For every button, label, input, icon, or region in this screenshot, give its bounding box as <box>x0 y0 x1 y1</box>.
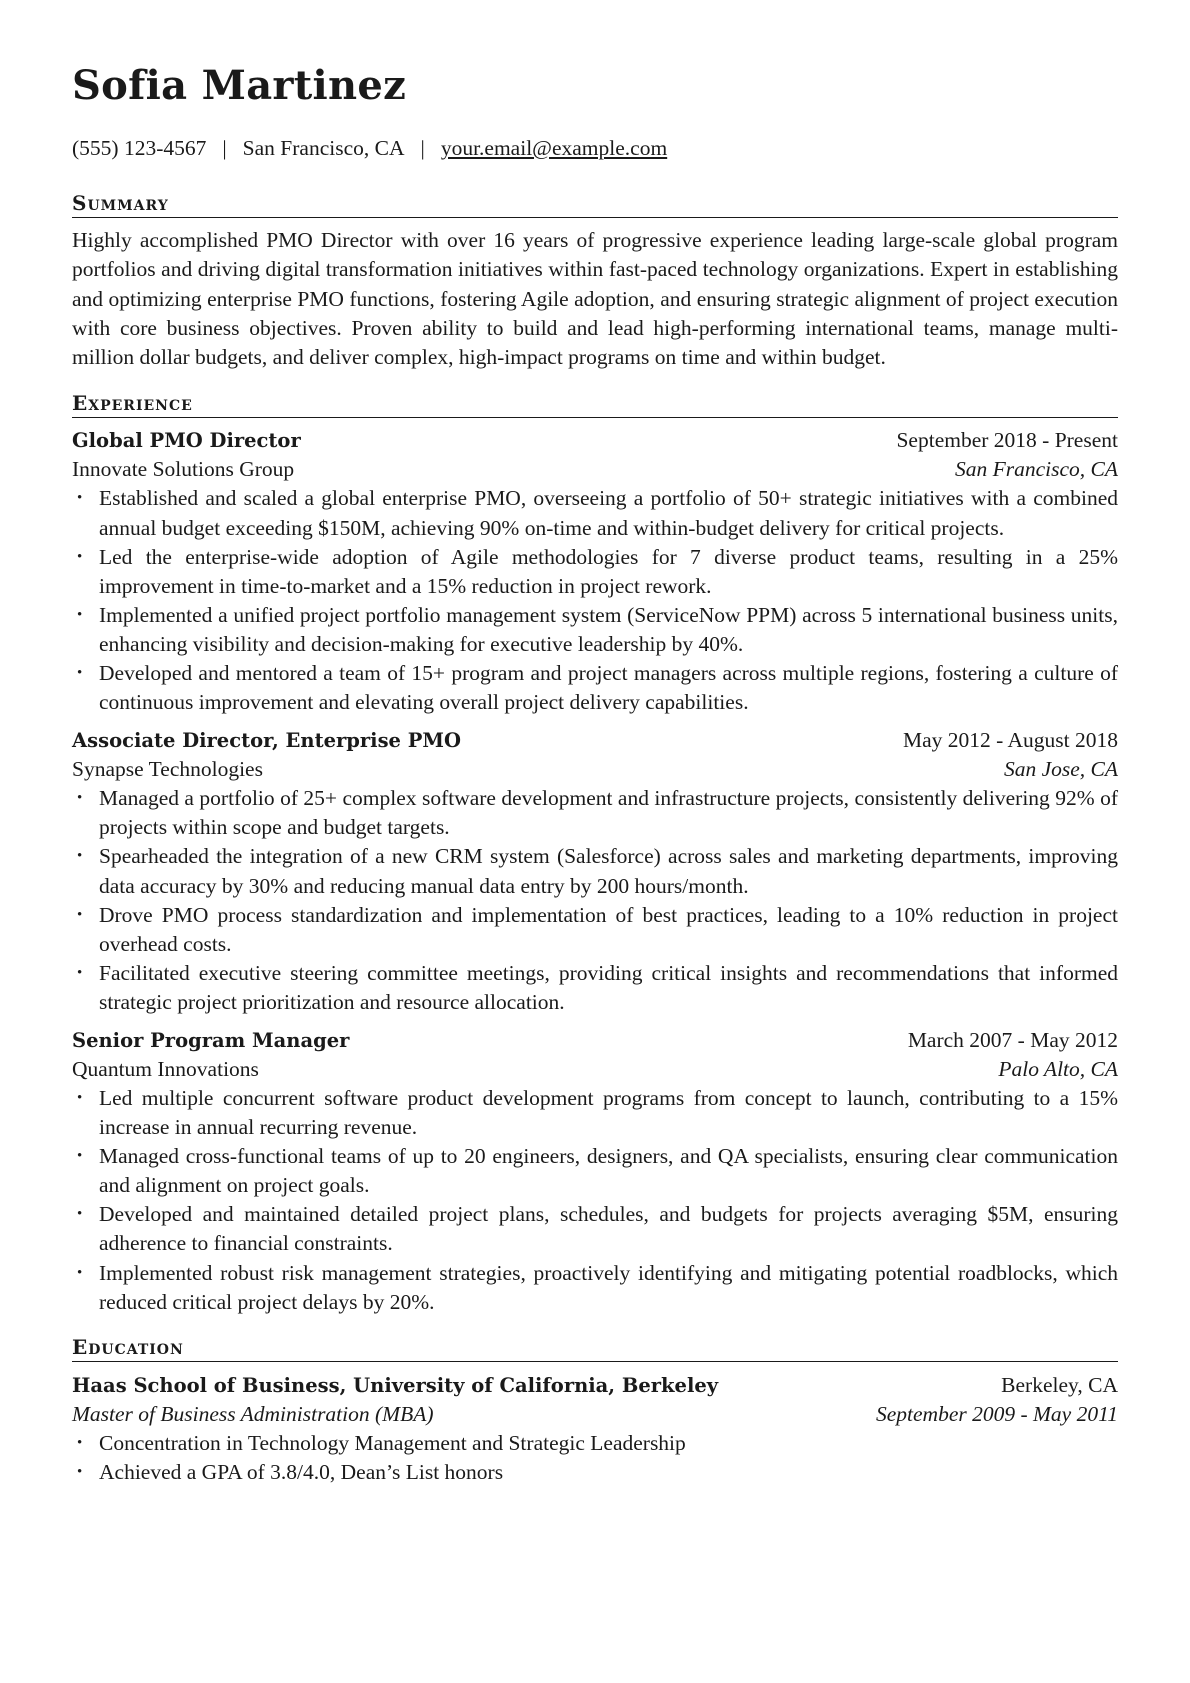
email-link[interactable]: your.email@example.com <box>440 136 668 160</box>
job-bullet <box>72 1084 1118 1142</box>
bullet-text: Spearheaded the integration of a new CRM system (Salesforce) across sales and marketing departments, improving data accuracy by 30% and reducing manual data entry by 200 hours/month. <box>99 844 1118 898</box>
bullet-text: Drove PMO process standardization and implementation of best practices, leading to a 10% reduction in project overhead costs. <box>99 902 1118 956</box>
job-dates: May 2012 - August 2018 <box>903 728 1118 753</box>
job-bullet <box>72 784 1118 842</box>
job-location: San Jose, CA <box>1003 757 1118 782</box>
bullet-icon: • <box>77 1434 83 1451</box>
bullet-icon: • <box>77 1089 83 1106</box>
phone-number: (555) 123-4567 <box>72 136 207 160</box>
contact-separator: | <box>222 136 227 160</box>
bullet-text: Developed and mentored a team of 15+ program and project managers across multiple regions, fostering a culture of continuous improvement and elevating overall project delivery capabilities. <box>99 661 1118 715</box>
job-header-row <box>72 1026 1118 1055</box>
degree-name: Master of Business Administration (MBA) <box>72 1401 434 1426</box>
job-bullet <box>72 1259 1118 1317</box>
job-title: Associate Director, Enterprise PMO <box>72 729 461 753</box>
job-bullet <box>72 659 1118 717</box>
job-company-row <box>72 755 1118 784</box>
job-company-row <box>72 1055 1118 1084</box>
contact-separator: | <box>420 136 425 160</box>
experience-heading: Experience <box>72 390 1118 418</box>
experience-list <box>72 426 1118 1316</box>
job-bullet <box>72 959 1118 1017</box>
bullet-text: Established and scaled a global enterprise PMO, overseeing a portfolio of 50+ strategic initiatives with a combined annual budget exceeding $150M, achieving 90% on-time and within-budget delivery for critical projects. <box>99 486 1118 540</box>
bullet-icon: • <box>77 964 83 981</box>
bullet-text: Led multiple concurrent software product development programs from concept to launch, contributing to a 15% increase in annual recurring revenue. <box>99 1085 1118 1140</box>
job-header-row <box>72 426 1118 455</box>
bullet-text: Managed cross-functional teams of up to 20 engineers, designers, and QA specialists, ensuring clear communication and alignment on project goals. <box>99 1144 1118 1198</box>
bullet-icon: • <box>77 665 83 682</box>
job-location: San Francisco, CA <box>954 457 1118 482</box>
school-name: Haas School of Business, University of California, Berkeley <box>72 1373 719 1397</box>
job-bullets <box>72 484 1118 717</box>
job-bullet <box>72 842 1118 900</box>
bullet-text: Achieved a GPA of 3.8/4.0, Dean’s List honors <box>99 1459 504 1484</box>
education-entry <box>72 1371 1118 1487</box>
job-dates: September 2018 - Present <box>896 428 1118 453</box>
job-bullet <box>72 484 1118 542</box>
bullet-icon: • <box>77 548 83 565</box>
contact-line <box>72 134 1118 162</box>
bullet-icon: • <box>77 906 83 923</box>
job-company: Quantum Innovations <box>72 1056 259 1081</box>
job-bullets <box>72 1084 1118 1317</box>
job-company: Synapse Technologies <box>72 757 263 782</box>
education-degree-row <box>72 1400 1118 1429</box>
summary-text: Highly accomplished PMO Director with over 16 years of progressive experience leading large-scale global program portfolios and driving digital transformation initiatives within fast-paced technology organizations. Expert in establishing and optimizing enterprise PMO functions, fostering Agile adoption, and ensuring strategic alignment of project execution with core business objectives. Proven ability to build and lead high-performing international teams, manage multi-million dollar budgets, and deliver complex, high-impact programs on time and within budget. <box>72 228 1118 370</box>
job-bullet <box>72 1200 1118 1258</box>
job-title: Global PMO Director <box>72 429 301 453</box>
job-title: Senior Program Manager <box>72 1028 350 1052</box>
job-bullet <box>72 1142 1118 1200</box>
bullet-icon: • <box>77 1264 83 1281</box>
job-bullets <box>72 784 1118 1017</box>
education-bullet <box>72 1458 1118 1487</box>
bullet-icon: • <box>77 848 83 865</box>
job-bullet <box>72 601 1118 659</box>
job-entry <box>72 726 1118 1017</box>
bullet-text: Managed a portfolio of 25+ complex software development and infrastructure projects, consistently delivering 92% of projects within scope and budget targets. <box>99 786 1118 840</box>
bullet-icon: • <box>77 1463 83 1480</box>
education-heading: Education <box>72 1334 1118 1362</box>
candidate-name: Sofia Martinez <box>72 62 407 109</box>
bullet-icon: • <box>77 490 83 507</box>
job-header-row <box>72 726 1118 755</box>
bullet-icon: • <box>77 606 83 623</box>
job-bullet <box>72 543 1118 601</box>
job-company-row <box>72 455 1118 484</box>
job-bullet <box>72 901 1118 959</box>
education-bullets <box>72 1429 1118 1487</box>
summary-heading: Summary <box>72 190 1118 218</box>
job-location: Palo Alto, CA <box>998 1056 1118 1081</box>
bullet-text: Implemented a unified project portfolio management system (ServiceNow PPM) across 5 international business units, enhancing visibility and decision-making for executive leadership by 40%. <box>99 602 1118 656</box>
bullet-text: Concentration in Technology Management and Strategic Leadership <box>99 1430 686 1455</box>
bullet-text: Implemented robust risk management strategies, proactively identifying and mitigating potential roadblocks, which reduced critical project delays by 20%. <box>99 1260 1118 1314</box>
job-dates: March 2007 - May 2012 <box>907 1027 1118 1052</box>
bullet-icon: • <box>77 1148 83 1165</box>
education-bullet <box>72 1429 1118 1458</box>
job-entry <box>72 426 1118 717</box>
bullet-text: Developed and maintained detailed project plans, schedules, and budgets for projects averaging $5M, ensuring adherence to financial constraints. <box>99 1202 1118 1256</box>
school-location: Berkeley, CA <box>1001 1372 1118 1397</box>
education-header-row <box>72 1371 1118 1400</box>
job-company: Innovate Solutions Group <box>72 457 295 482</box>
bullet-text: Facilitated executive steering committee meetings, providing critical insights and recommendations that informed strategic project prioritization and resource allocation. <box>99 960 1118 1014</box>
bullet-icon: • <box>77 1206 83 1223</box>
contact-location: San Francisco, CA <box>242 136 405 160</box>
bullet-icon: • <box>77 790 83 807</box>
education-dates: September 2009 - May 2011 <box>875 1401 1118 1426</box>
bullet-text: Led the enterprise-wide adoption of Agile methodologies for 7 diverse product teams, resulting in a 25% improvement in time-to-market and a 15% reduction in project rework. <box>99 544 1118 598</box>
job-entry <box>72 1026 1118 1317</box>
